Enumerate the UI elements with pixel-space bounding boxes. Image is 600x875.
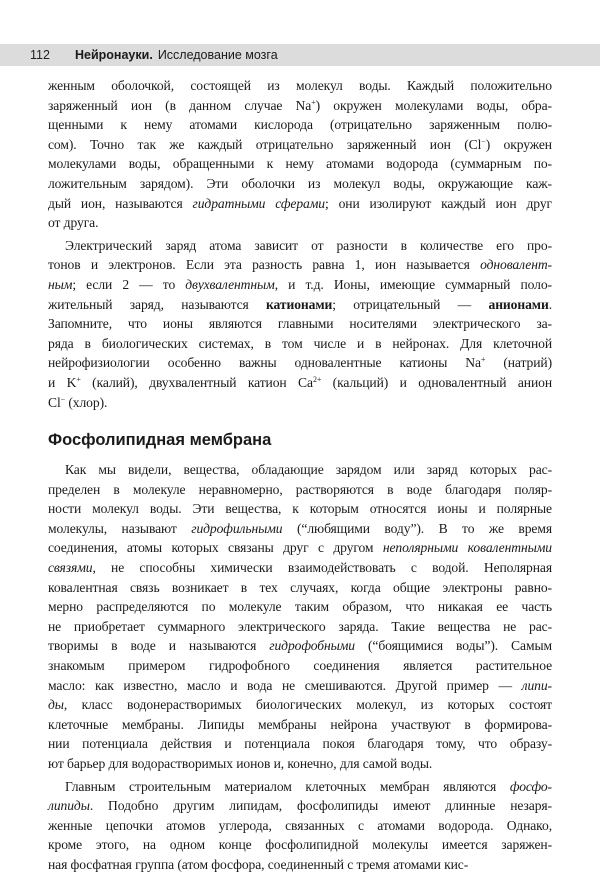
page-body <box>48 76 552 875</box>
running-head <box>0 44 600 66</box>
text-line: не приобретает суммарного электрического заряда. Такие вещества не рас- <box>48 618 552 634</box>
body-text-bottom <box>48 460 552 874</box>
section-heading: Фосфолипидная мембрана <box>48 431 272 450</box>
text-line: и K+ (калий), двухвалентный катион $Ca^{2+}$ (кальций) и одновалентный анион <box>48 374 552 390</box>
text-line: тонов и электронов. Если эта разность равна 1, ион называется одновалент- <box>48 257 552 273</box>
text-line: ряда в биологических системах, в том числе и в нейронах. Для клеточной <box>48 335 552 351</box>
text-line: молекулы, называют гидрофильными (“любящими воду”). В то же время <box>48 520 552 536</box>
text-line: знакомым примером гидрофобного соединения является растительное <box>48 658 552 674</box>
text-line: соединения, атомы которых связаны друг с другом неполярными ковалентными <box>48 540 552 556</box>
text-line: Электрический заряд атома зависит от разности в количестве его про- <box>65 237 552 253</box>
text-line: ковалентная связь возникает в тех случаях, когда общие электроны равно- <box>48 579 552 595</box>
text-line: нии потенциала действия и потенциала покоя благодаря тому, что образу- <box>48 736 552 752</box>
text-line: ложительным зарядом). Эти оболочки из молекул воды, окружающие каж- <box>48 175 552 191</box>
text-line: ным; если 2 — то двухвалентным, и т.д. Ионы, имеющие суммарный поло- <box>48 276 552 292</box>
text-line: щенными к нему атомами кислорода (отрицательно заряженным полю- <box>48 117 552 133</box>
text-line: связями, не способны химически взаимодействовать с водой. Неполярная <box>48 560 552 576</box>
text-line: заряженный ион (в данном случае Na+) окружен молекулами воды, обра- <box>48 97 552 113</box>
text-line: липиды. Подобно другим липидам, фосфолипиды имеют длинные незаря- <box>48 798 552 814</box>
text-line: ности молекул воды. Эти вещества, к которым относятся ионы и полярные <box>48 501 552 517</box>
text-line: Cl− (хлор). <box>48 394 108 410</box>
text-line: нейрофизиологии особенно важны одновалентные катионы Na+ (натрий) <box>48 355 552 371</box>
paragraph <box>48 777 552 875</box>
text-line: ды, класс водонерастворимых биологических молекул, из которых состоят <box>48 697 552 713</box>
page-number: 112 <box>30 48 50 62</box>
text-line: Запомните, что ионы являются главными носителями электрического за- <box>48 316 552 332</box>
text-line: кроме этого, на одном конце фосфолипидной молекулы имеется заряжен- <box>48 837 552 853</box>
text-line: пределен в молекуле неравномерно, растворяются в воде благодаря поляр- <box>48 481 552 497</box>
text-line: Как мы видели, вещества, обладающие зарядом или заряд которых рас- <box>65 462 552 478</box>
book-title: Нейронауки. <box>75 48 153 62</box>
text-line: творимы в воде и называются гидрофобными (“боящимися воды”). Самым <box>48 638 552 654</box>
text-line: ная фосфатная группа (атом фосфора, соединенный с тремя атомами кис- <box>48 856 469 872</box>
body-text-top <box>48 76 552 412</box>
text-line: молекулами воды, обращенными к нему атомами водорода (суммарным по- <box>48 156 552 172</box>
text-line: от друга. <box>48 215 99 231</box>
text-line: сом). Точно так же каждый отрицательно заряженный ион (Cl−) окружен <box>48 136 552 152</box>
paragraph <box>48 460 552 774</box>
text-line: женные цепочки атомов углерода, связанных с атомами водорода. Однако, <box>48 817 552 833</box>
paragraph <box>48 236 552 412</box>
text-line: мерно распределяются по молекуле таким образом, что никакая ее часть <box>48 599 552 615</box>
text-line: ют барьер для водорастворимых ионов и, конечно, для самой воды. <box>48 756 433 771</box>
text-line: масло: как известно, масло и вода не смешиваются. Другой пример — липи- <box>48 677 552 693</box>
text-line: Главным строительным материалом клеточных мембран являются фосфо- <box>65 778 552 794</box>
text-line: жительный заряд, называются катионами; отрицательный — анионами. <box>48 296 552 312</box>
paragraph <box>48 76 552 233</box>
book-subtitle: Исследование мозга <box>157 48 278 62</box>
text-line: дый ион, называются гидратными сферами; они изолируют каждый ион друг <box>48 195 553 211</box>
text-line: клеточные мембраны. Липиды мембраны нейрона участвуют в формирова- <box>48 716 552 732</box>
text-line: женным оболочкой, состоящей из молекул воды. Каждый положительно <box>48 78 552 93</box>
